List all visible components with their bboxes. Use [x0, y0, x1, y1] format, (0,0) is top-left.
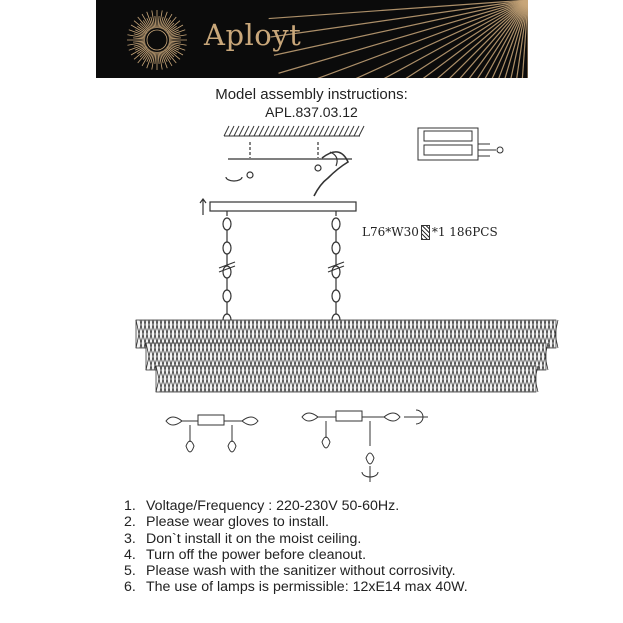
- crystal-spec: [362, 225, 498, 240]
- mounting-bracket: [226, 142, 352, 196]
- instruction-number: 3.: [124, 530, 136, 547]
- wiring-terminal: [418, 128, 503, 160]
- instruction-item: [124, 563, 468, 579]
- socket-diagram-left: [166, 415, 258, 452]
- instruction-number: 4.: [124, 546, 136, 563]
- instruction-text: Please wear gloves to install.: [146, 514, 329, 531]
- model-number: APL.837.03.12: [265, 104, 358, 120]
- instruction-text: Please wash with the sanitizer without corrosivity.: [146, 563, 456, 580]
- instruction-text: Voltage/Frequency : 220-230V 50-60Hz.: [146, 498, 400, 514]
- instruction-item: [124, 579, 468, 595]
- crystal-icon: [421, 225, 430, 240]
- page-title: Model assembly instructions:: [215, 86, 408, 103]
- canopy-plate: [200, 199, 356, 216]
- instruction-item: [124, 531, 468, 547]
- spec-count: *1 186PCS: [431, 225, 498, 239]
- instruction-number: 2.: [124, 514, 136, 531]
- ceiling-hatch: [224, 126, 364, 136]
- brand-name: Aployt: [204, 18, 302, 52]
- instruction-number: 5.: [124, 563, 136, 580]
- instruction-item: [124, 547, 468, 563]
- spec-size: L76*W30: [362, 225, 419, 239]
- instruction-item: [124, 514, 468, 530]
- hanging-chains: [219, 218, 344, 326]
- instruction-text: Don`t install it on the moist ceiling.: [146, 530, 362, 547]
- instruction-text: Turn off the power before cleanout.: [146, 546, 367, 563]
- instruction-number: 1.: [124, 498, 136, 514]
- socket-diagram-right: [302, 410, 428, 482]
- instruction-number: 6.: [124, 579, 136, 596]
- instruction-text: The use of lamps is permissible: 12xE14 max 40W.: [146, 579, 468, 596]
- instruction-list: [124, 498, 468, 596]
- crystal-tiers: [136, 320, 558, 392]
- instruction-item: [124, 498, 468, 514]
